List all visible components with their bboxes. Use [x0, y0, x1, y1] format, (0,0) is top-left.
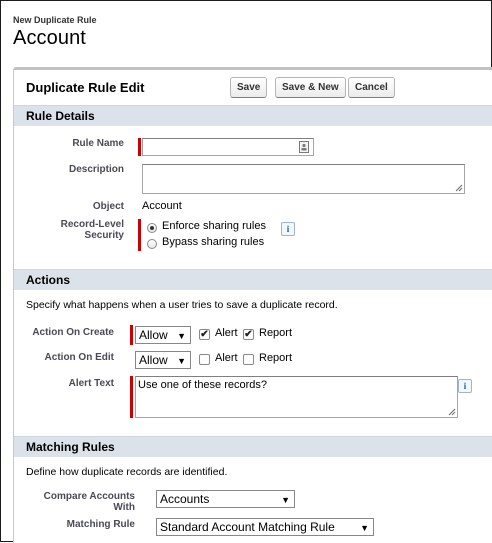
- actions-intro: Specify what happens when a user tries to save a duplicate record.: [26, 299, 338, 311]
- save-button[interactable]: Save: [230, 77, 267, 98]
- report-label: Report: [259, 327, 293, 339]
- compare-label-line2: With: [113, 502, 135, 513]
- required-indicator: [138, 138, 141, 156]
- section-actions: [14, 269, 492, 290]
- matching-rule-select[interactable]: [156, 518, 374, 536]
- rule-name-label: Rule Name: [72, 138, 124, 149]
- report-on-create-checkbox[interactable]: ✔: [244, 329, 253, 340]
- page-kicker: New Duplicate Rule: [13, 15, 97, 25]
- security-label-line1: Record-Level: [60, 219, 124, 230]
- select-value: Allow: [139, 328, 168, 342]
- cancel-button[interactable]: Cancel: [348, 77, 395, 98]
- info-icon[interactable]: i: [281, 222, 295, 236]
- info-icon[interactable]: i: [458, 379, 472, 393]
- required-indicator: [138, 219, 141, 251]
- edit-panel: [13, 67, 492, 543]
- select-value: Allow: [139, 353, 168, 367]
- alert-on-edit-checkbox[interactable]: [199, 354, 210, 365]
- panel-title: Duplicate Rule Edit: [26, 80, 145, 95]
- object-value: Account: [142, 200, 182, 212]
- rule-name-input[interactable]: [142, 138, 314, 156]
- resize-grip-icon[interactable]: [455, 184, 463, 192]
- bypass-sharing-label: Bypass sharing rules: [162, 236, 265, 248]
- object-label: Object: [92, 201, 124, 212]
- compare-with-label: [25, 491, 135, 513]
- security-label-line2: Security: [84, 230, 124, 241]
- bypass-sharing-radio[interactable]: [147, 239, 157, 249]
- action-on-create-select[interactable]: [135, 326, 191, 344]
- action-on-edit-select[interactable]: [135, 351, 191, 369]
- section-title: Matching Rules: [26, 440, 115, 454]
- select-value: Accounts: [160, 492, 210, 506]
- alert-text-label: Alert Text: [68, 378, 114, 389]
- action-on-create-label: Action On Create: [32, 327, 114, 338]
- alert-label: Alert: [215, 327, 238, 339]
- report-label: Report: [259, 352, 293, 364]
- save-and-new-button[interactable]: Save & New: [275, 77, 346, 98]
- panel-header: [14, 70, 492, 104]
- required-indicator: [130, 376, 133, 418]
- chevron-down-icon: ▼: [177, 331, 186, 341]
- report-on-edit-checkbox[interactable]: [243, 354, 254, 365]
- description-label: Description: [68, 164, 124, 175]
- matching-intro: Define how duplicate records are identified.: [26, 466, 228, 478]
- enforce-sharing-label: Enforce sharing rules: [162, 220, 266, 232]
- resize-grip-icon[interactable]: [448, 408, 456, 416]
- chevron-down-icon: ▼: [281, 495, 290, 505]
- alert-text-value: Use one of these records?: [138, 379, 268, 391]
- chevron-down-icon: ▼: [360, 523, 369, 533]
- description-field[interactable]: [142, 164, 465, 194]
- alert-label: Alert: [215, 352, 238, 364]
- page-header: [13, 15, 97, 50]
- security-label: [14, 219, 124, 241]
- section-matching-rules: [14, 436, 492, 457]
- contact-card-icon: [299, 141, 309, 153]
- select-value: Standard Account Matching Rule: [160, 520, 335, 534]
- compare-with-select[interactable]: [156, 490, 295, 508]
- compare-label-line1: Compare Accounts: [43, 491, 135, 502]
- alert-on-create-checkbox[interactable]: ✔: [200, 329, 209, 340]
- matching-rule-label: Matching Rule: [66, 519, 135, 530]
- enforce-sharing-radio[interactable]: [147, 223, 157, 233]
- chevron-down-icon: ▼: [177, 356, 186, 366]
- action-on-edit-label: Action On Edit: [44, 352, 114, 363]
- section-title: Rule Details: [26, 109, 95, 123]
- page-title: Account: [13, 27, 86, 49]
- alert-text-field[interactable]: [135, 376, 458, 418]
- required-indicator: [130, 325, 133, 345]
- section-rule-details: [14, 105, 492, 126]
- section-title: Actions: [26, 273, 71, 287]
